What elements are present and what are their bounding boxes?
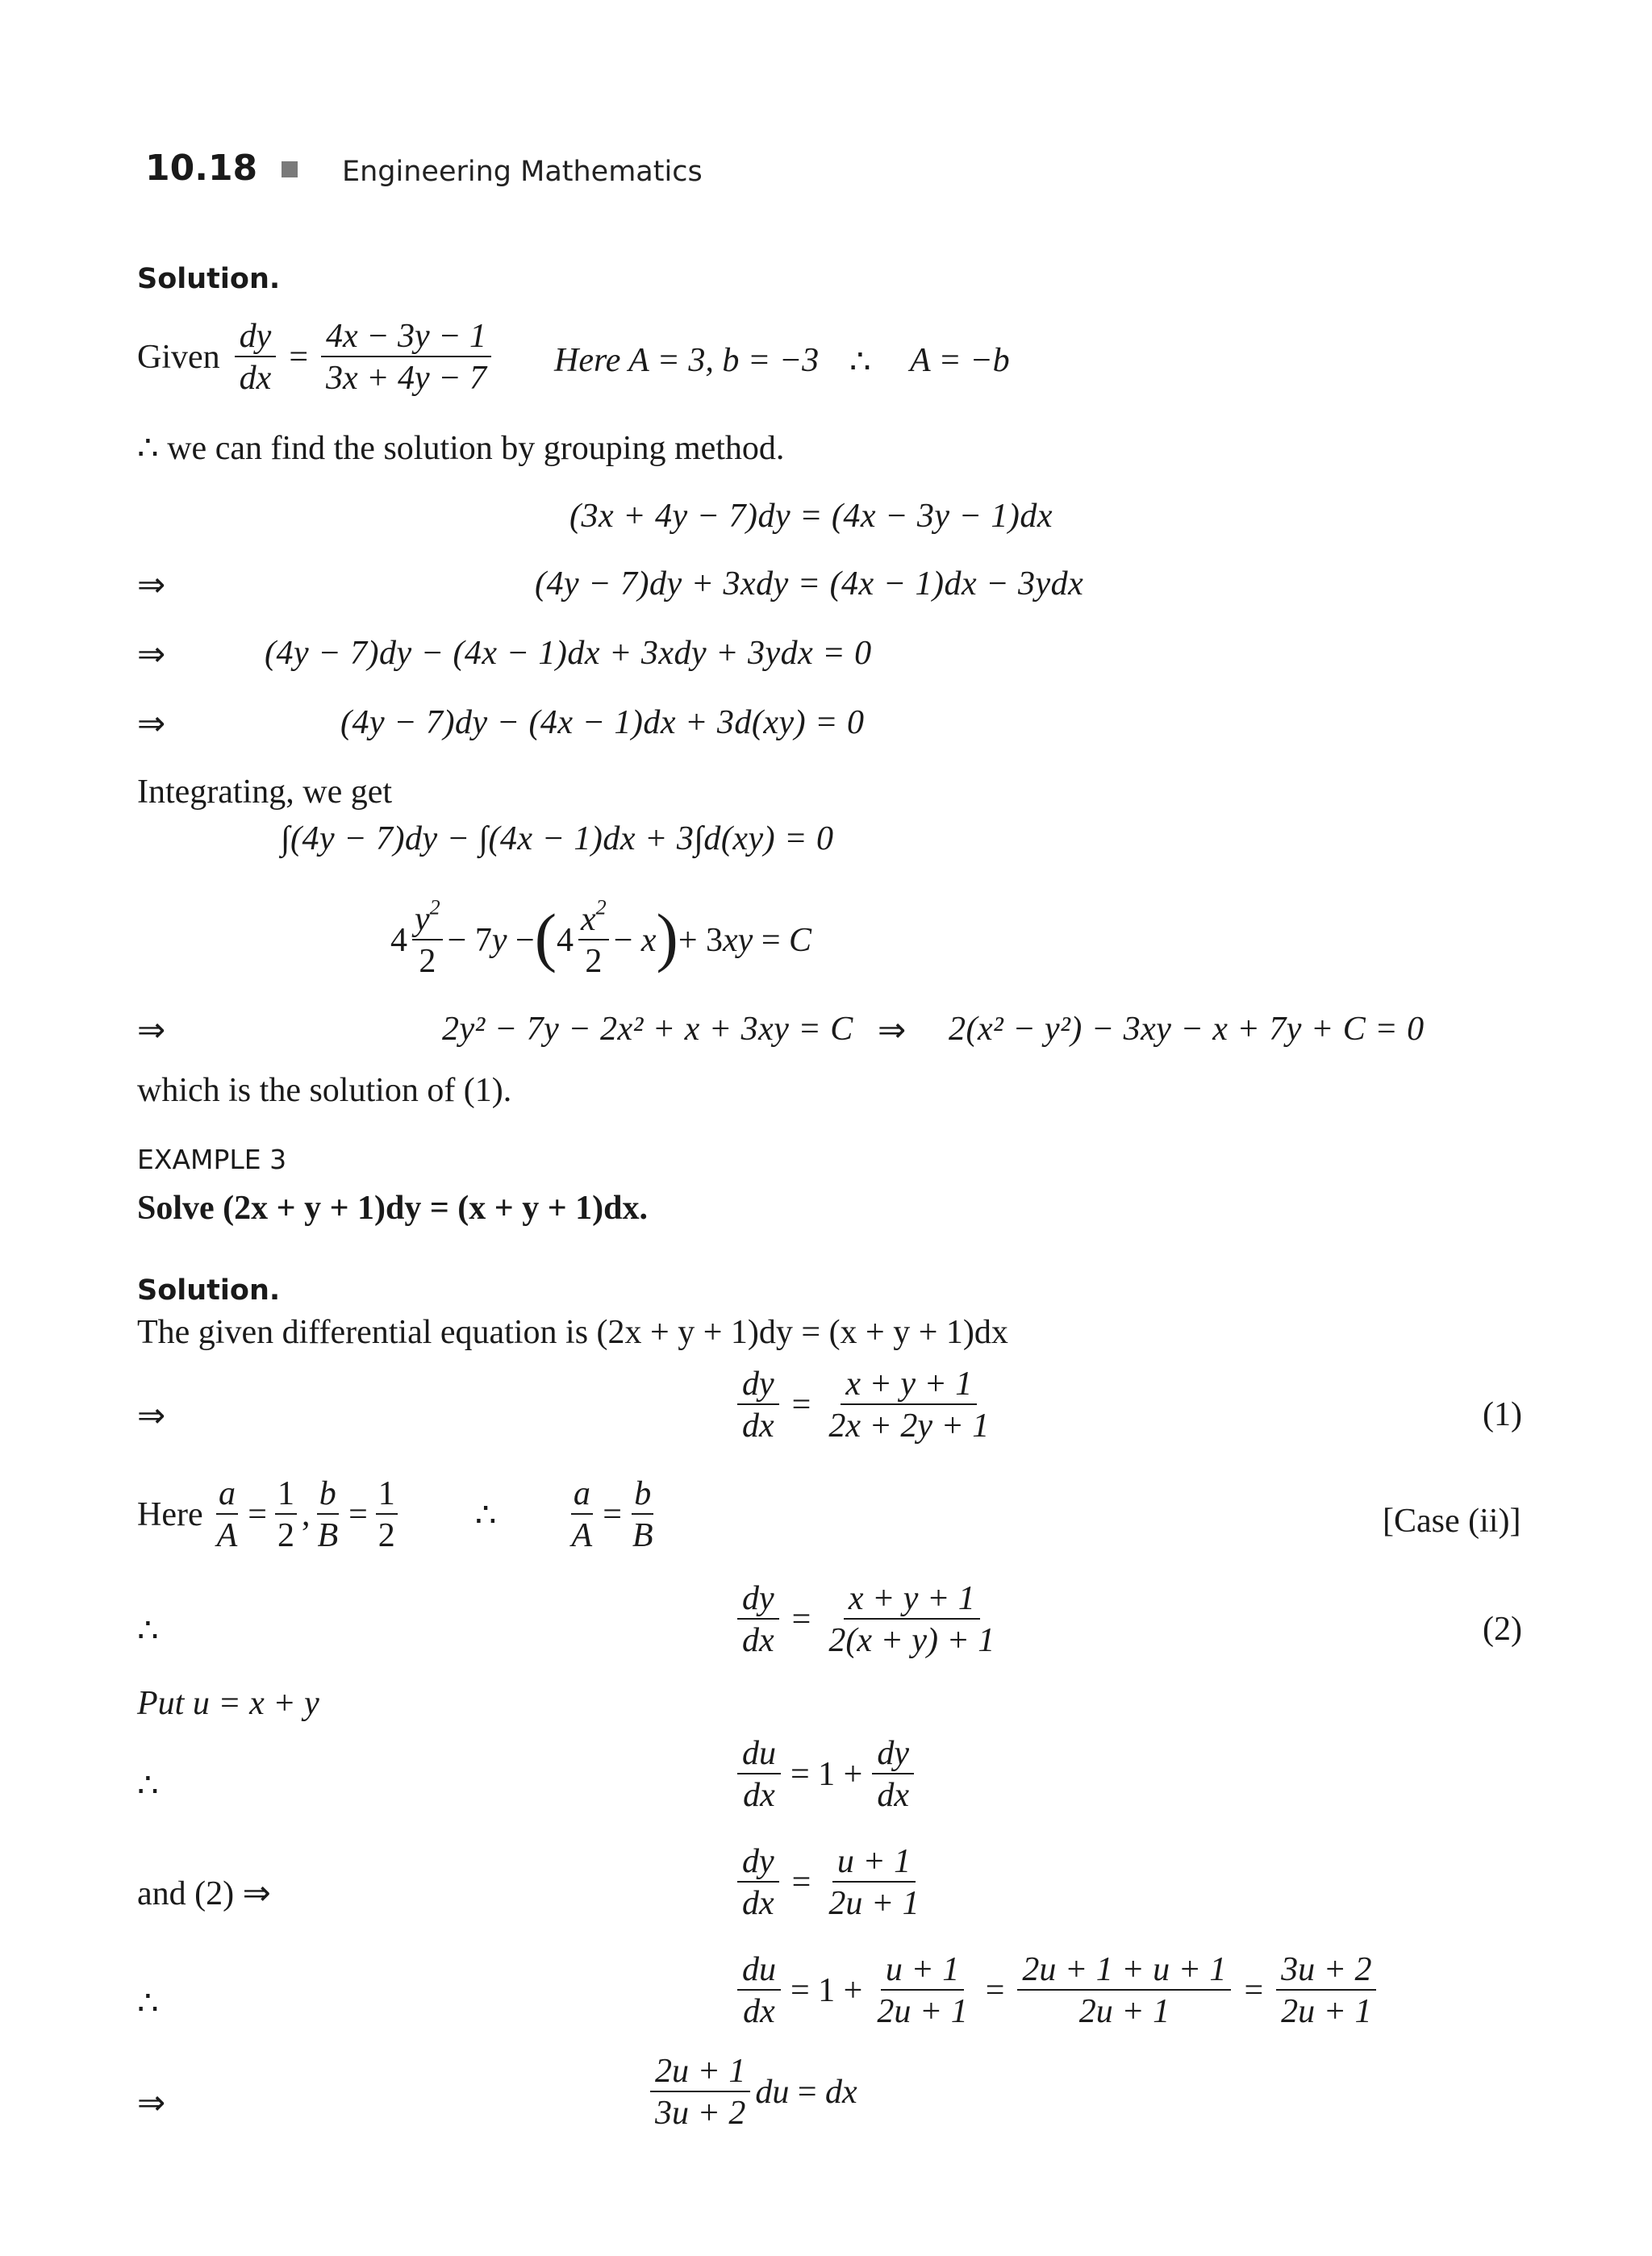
therefore-symbol: ∴ bbox=[137, 1767, 159, 1804]
grouping-text: ∴ we can find the solution by grouping method. bbox=[137, 430, 785, 467]
example-problem: Solve (2x + y + 1)dy = (x + y + 1)dx. bbox=[137, 1190, 648, 1227]
implies-symbol: ⇒ bbox=[137, 1398, 166, 1435]
solution-heading: Solution. bbox=[137, 263, 281, 295]
given-label: Given bbox=[137, 339, 220, 377]
implies-symbol: ⇒ bbox=[137, 567, 166, 604]
implies-symbol: ⇒ bbox=[137, 2085, 166, 2122]
separated-equation: 2u + 1 3u + 2 du = dx bbox=[645, 2054, 857, 2131]
intro-text: The given differential equation is (2x + y + 1)dy = (x + y + 1)dx bbox=[137, 1314, 1008, 1351]
implies-symbol: ⇒ bbox=[878, 1012, 907, 1049]
therefore-symbol: ∴ bbox=[137, 1612, 159, 1649]
implies-symbol: ⇒ bbox=[137, 1012, 166, 1049]
given-fraction: $\frac{4x - 3y - 1}{3x + 4y - 7}$ bbox=[321, 319, 491, 396]
equation-1: $\frac{dy}{dx}$ = $\frac{x + y + 1}{2x + 2y + 1}$ bbox=[732, 1366, 999, 1444]
book-title: Engineering Mathematics bbox=[342, 156, 703, 188]
and2-label: and (2) ⇒ bbox=[137, 1875, 271, 1912]
given-equation: Given $\frac{dy}{dx}$ = $\frac{4x - 3y - 1}{3x + 4y - 7}$ bbox=[137, 319, 496, 396]
here-ratios: Here $\frac{a}{A}$ = $\frac{1}{2}$ , $\frac{b}{B}$ = $\frac{1}{2}$ ∴ $\frac{a}{A}$ = $\frac{b}{B}$ bbox=[137, 1475, 653, 1555]
case-tag: [Case (ii)] bbox=[1383, 1503, 1521, 1540]
final-right: 2(x² − y²) − 3xy − x + 7y + C = 0 bbox=[949, 1011, 1425, 1048]
final-left: 2y² − 7y − 2x² + x + 3xy = C bbox=[442, 1011, 853, 1048]
equation-line-3: (4y − 7)dy − (4x − 1)dx + 3xdy + 3ydx = 0 bbox=[265, 635, 872, 672]
equation-tag-1: (1) bbox=[1483, 1396, 1522, 1433]
integrating-text: Integrating, we get bbox=[137, 774, 393, 811]
dy-dx-in-u: $\frac{dy}{dx}$ = $\frac{u + 1}{2u + 1}$ bbox=[732, 1844, 929, 1921]
therefore-symbol: ∴ bbox=[137, 1985, 159, 2022]
header-square-icon bbox=[282, 161, 298, 177]
integral-line: ∫(4y − 7)dy − ∫(4x − 1)dx + 3∫d(xy) = 0 bbox=[281, 820, 834, 857]
dy-dx-fraction: $\frac{dy}{dx}$ bbox=[235, 319, 277, 396]
implies-symbol: ⇒ bbox=[137, 636, 166, 673]
equation-line-4: (4y − 7)dy − (4x − 1)dx + 3d(xy) = 0 bbox=[340, 704, 865, 741]
solution-heading: Solution. bbox=[137, 1274, 281, 1307]
therefore-symbol: ∴ bbox=[849, 344, 871, 381]
equation-2: $\frac{dy}{dx}$ = $\frac{x + y + 1}{2(x + y) + 1}$ bbox=[732, 1581, 1004, 1658]
conclusion-text: which is the solution of (1). bbox=[137, 1072, 512, 1109]
here-text: Here A = 3, b = −3 bbox=[554, 342, 820, 379]
du-dx-equation: $\frac{du}{dx}$ = 1 + $\frac{dy}{dx}$ bbox=[732, 1736, 919, 1813]
equation-line-2: (4y − 7)dy + 3xdy = (4x − 1)dx − 3ydx bbox=[535, 565, 1084, 603]
relation-text: A = −b bbox=[910, 342, 1010, 379]
x-squared-over-2: $x^2$ 2 bbox=[578, 902, 609, 979]
equation-tag-2: (2) bbox=[1483, 1611, 1522, 1648]
equation-line-1: (3x + 4y − 7)dy = (4x − 3y − 1)dx bbox=[569, 498, 1053, 535]
page-number: 10.18 bbox=[145, 148, 258, 189]
example-label: EXAMPLE 3 bbox=[137, 1144, 287, 1175]
du-dx-combined: $\frac{du}{dx}$ = 1 + $\frac{u + 1}{2u + 1}$ = $\frac{2u + 1 + u + 1}{2u + 1}$ = $\frac{3u + 2}{2u + 1}$ bbox=[732, 1952, 1381, 2029]
implies-symbol: ⇒ bbox=[137, 706, 166, 743]
integrated-result: 4 $y^2$ 2 − 7y − ( 4 $x^2$ 2 − x ) + 3xy = C bbox=[390, 895, 812, 981]
put-text: Put u = x + y bbox=[137, 1685, 319, 1722]
y-squared-over-2: $y^2$ 2 bbox=[412, 902, 443, 979]
